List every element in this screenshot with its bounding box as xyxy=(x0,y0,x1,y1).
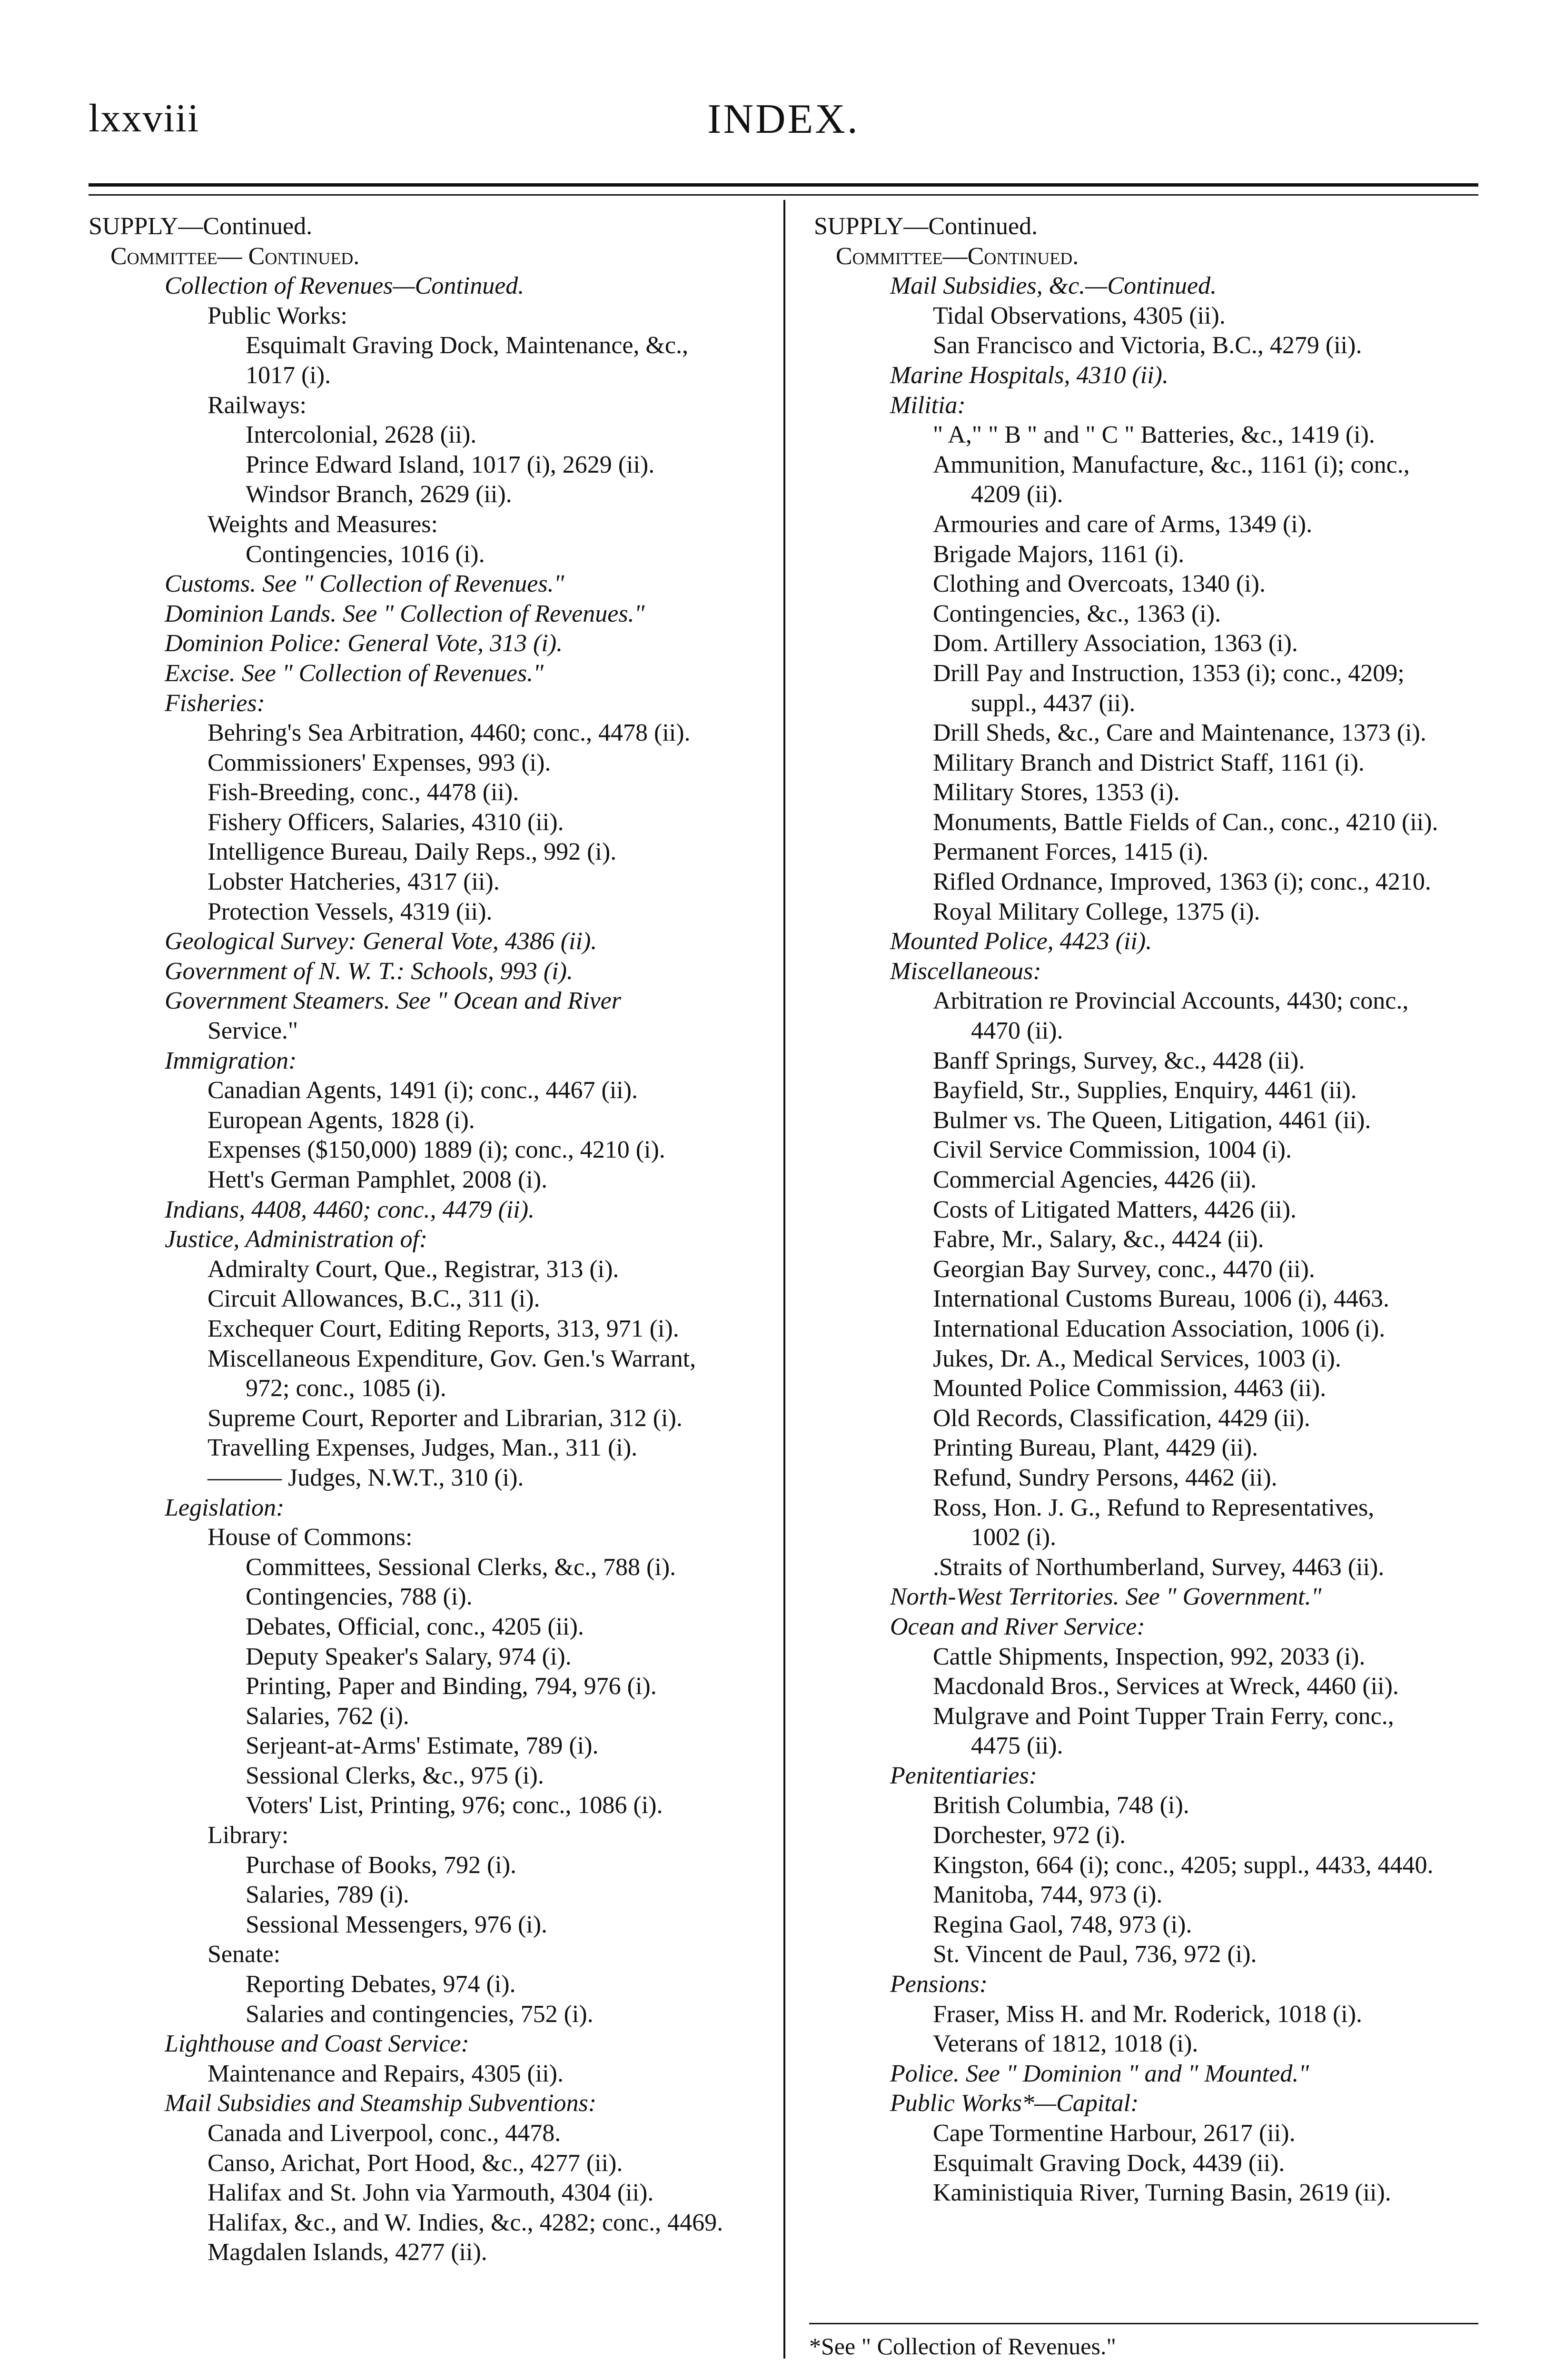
header-rule-thick xyxy=(89,183,1478,187)
index-entry xyxy=(814,510,1478,540)
index-entry xyxy=(814,1791,1478,1821)
index-entry-text: Armouries and care of Arms, 1349 (i). xyxy=(933,510,1313,538)
index-entry-text: Cape Tormentine Harbour, 2617 (ii). xyxy=(933,2120,1296,2147)
index-entry xyxy=(89,242,769,272)
index-entry-text: Magdalen Islands, 4277 (ii). xyxy=(208,2239,487,2266)
index-entry-text: Legislation: xyxy=(165,1494,285,1521)
index-entry-text: Fish-Breeding, conc., 4478 (ii). xyxy=(208,779,519,806)
index-entry xyxy=(814,808,1478,838)
index-entry xyxy=(814,1135,1478,1165)
index-entry-text: Tidal Observations, 4305 (ii). xyxy=(933,302,1226,329)
index-entry xyxy=(814,271,1478,301)
index-entry xyxy=(814,1761,1478,1791)
index-entry-text: Service." xyxy=(208,1017,298,1045)
index-entry-text: Fraser, Miss H. and Mr. Roderick, 1018 (i). xyxy=(933,2000,1363,2028)
index-entry-text: Indians, 4408, 4460; conc., 4479 (ii). xyxy=(165,1196,535,1223)
index-entry-text: Esquimalt Graving Dock, 4439 (ii). xyxy=(933,2149,1285,2177)
index-entry xyxy=(89,2238,769,2268)
index-entry-text: SUPPLY—Continued. xyxy=(814,213,1038,240)
index-entry xyxy=(89,212,769,242)
index-entry xyxy=(89,1940,769,1970)
index-entry-text: Salaries, 762 (i). xyxy=(246,1702,409,1730)
index-entry xyxy=(814,1016,1478,1046)
index-entry xyxy=(89,2208,769,2238)
index-entry xyxy=(89,1404,769,1434)
index-entry xyxy=(814,2089,1478,2119)
index-entry-text: Fabre, Mr., Salary, &c., 4424 (ii). xyxy=(933,1226,1264,1253)
index-entry-text: Monuments, Battle Fields of Can., conc., 4210 (ii). xyxy=(933,808,1438,836)
index-entry xyxy=(814,569,1478,599)
index-entry xyxy=(89,2059,769,2089)
index-entry-text: St. Vincent de Paul, 736, 972 (i). xyxy=(933,1941,1257,1968)
index-entry-text: Canada and Liverpool, conc., 4478. xyxy=(208,2120,561,2147)
index-entry-text: Purchase of Books, 792 (i). xyxy=(246,1851,517,1879)
index-entry xyxy=(814,1106,1478,1136)
index-entry xyxy=(89,2149,769,2179)
index-entry xyxy=(89,1135,769,1165)
index-entry xyxy=(814,2059,1478,2089)
index-entry xyxy=(89,1851,769,1881)
index-entry xyxy=(814,718,1478,748)
index-entry xyxy=(89,1582,769,1612)
index-entry-text: Penitentiaries: xyxy=(890,1762,1038,1789)
index-entry-text: Contingencies, 1016 (i). xyxy=(246,540,485,568)
index-entry-text: Mail Subsidies, &c.—Continued. xyxy=(890,272,1217,300)
index-entry-text: International Education Association, 1006 (i). xyxy=(933,1315,1386,1342)
index-entry-text: Civil Service Commission, 1004 (i). xyxy=(933,1136,1292,1164)
index-entry xyxy=(814,361,1478,391)
index-entry-text: " A," " B " and " C " Batteries, &c., 1419 (i). xyxy=(933,421,1375,449)
index-entry-text: Admiralty Court, Que., Registrar, 313 (i). xyxy=(208,1255,619,1283)
index-entry xyxy=(814,2149,1478,2179)
index-entry xyxy=(89,450,769,480)
index-entry xyxy=(89,1463,769,1493)
index-entry-text: Refund, Sundry Persons, 4462 (ii). xyxy=(933,1464,1277,1491)
index-entry xyxy=(814,2029,1478,2059)
index-entry xyxy=(814,867,1478,897)
header-rule-thin xyxy=(89,194,1478,196)
index-entry xyxy=(89,718,769,748)
index-entry-text: Behring's Sea Arbitration, 4460; conc., 4478 (ii). xyxy=(208,719,691,747)
index-entry xyxy=(89,2000,769,2030)
index-entry-text: Mulgrave and Point Tupper Train Ferry, conc., xyxy=(933,1702,1394,1730)
index-entry-text: Mounted Police, 4423 (ii). xyxy=(890,928,1152,955)
index-entry-text: Georgian Bay Survey, conc., 4470 (ii). xyxy=(933,1255,1315,1283)
index-entry-text: Mail Subsidies and Steamship Subventions: xyxy=(165,2090,597,2117)
index-entry-text: .Straits of Northumberland, Survey, 4463 (ii). xyxy=(933,1553,1385,1581)
index-entry-text: suppl., 4437 (ii). xyxy=(971,689,1136,717)
index-entry-text: Exchequer Court, Editing Reports, 313, 971 (i). xyxy=(208,1315,679,1342)
index-entry xyxy=(814,2178,1478,2208)
index-entry xyxy=(814,1046,1478,1076)
index-entry-text: Bulmer vs. The Queen, Litigation, 4461 (ii). xyxy=(933,1106,1371,1134)
index-entry xyxy=(814,1553,1478,1583)
index-entry xyxy=(89,599,769,629)
index-entry-text: Intelligence Bureau, Daily Reps., 992 (i). xyxy=(208,838,617,866)
index-entry-text: 4209 (ii). xyxy=(971,481,1063,508)
index-entry xyxy=(89,301,769,331)
index-entry-text: Prince Edward Island, 1017 (i), 2629 (ii). xyxy=(246,451,655,478)
index-entry-text: Commissioners' Expenses, 993 (i). xyxy=(208,749,551,776)
index-entry xyxy=(89,1672,769,1702)
index-entry-text: Military Branch and District Staff, 1161 (i). xyxy=(933,749,1365,776)
index-entry xyxy=(89,1493,769,1523)
index-entry-text: Public Works*—Capital: xyxy=(890,2090,1139,2117)
index-entry-text: Lighthouse and Coast Service: xyxy=(165,2030,469,2058)
index-entry-text: Halifax and St. John via Yarmouth, 4304 (ii). xyxy=(208,2179,654,2207)
index-entry xyxy=(814,2000,1478,2030)
index-entry xyxy=(814,1493,1478,1523)
index-entry-text: Fishery Officers, Salaries, 4310 (ii). xyxy=(208,808,564,836)
index-entry-text: Macdonald Bros., Services at Wreck, 4460 (ii). xyxy=(933,1673,1399,1700)
index-entry-text: Veterans of 1812, 1018 (i). xyxy=(933,2030,1198,2058)
index-entry-text: Dominion Police: General Vote, 313 (i). xyxy=(165,630,563,657)
index-entry xyxy=(89,540,769,570)
index-entry xyxy=(89,271,769,301)
index-entry-text: Rifled Ordnance, Improved, 1363 (i); conc., 4210. xyxy=(933,868,1431,896)
index-entry-text: Sessional Messengers, 976 (i). xyxy=(246,1911,548,1938)
index-entry-text: Permanent Forces, 1415 (i). xyxy=(933,838,1209,866)
index-entry xyxy=(89,837,769,867)
index-entry-text: Canadian Agents, 1491 (i); conc., 4467 (ii). xyxy=(208,1077,638,1104)
index-column-right xyxy=(814,212,1478,2208)
index-entry-text: Dom. Artillery Association, 1363 (i). xyxy=(933,630,1298,657)
index-entry xyxy=(89,391,769,421)
index-entry xyxy=(89,659,769,689)
column-divider xyxy=(783,200,785,2359)
index-entry-text: Salaries and contingencies, 752 (i). xyxy=(246,2000,594,2028)
index-entry-text: Justice, Administration of: xyxy=(165,1226,428,1253)
index-entry xyxy=(814,391,1478,421)
index-entry-text: Debates, Official, conc., 4205 (ii). xyxy=(246,1613,584,1640)
index-entry xyxy=(814,599,1478,629)
index-entry-text: Kaministiquia River, Turning Basin, 2619 (ii). xyxy=(933,2179,1391,2207)
index-entry-text: Old Records, Classification, 4429 (ii). xyxy=(933,1404,1310,1432)
index-entry xyxy=(814,659,1478,689)
index-entry-text: Marine Hospitals, 4310 (ii). xyxy=(890,361,1168,389)
index-entry-text: San Francisco and Victoria, B.C., 4279 (ii). xyxy=(933,332,1362,359)
index-entry-text: Immigration: xyxy=(165,1047,297,1074)
index-entry xyxy=(814,778,1478,808)
index-entry xyxy=(814,1582,1478,1612)
index-entry xyxy=(814,1165,1478,1195)
index-entry-text: Police. See " Dominion " and " Mounted." xyxy=(890,2060,1309,2087)
index-entry-text: 1002 (i). xyxy=(971,1524,1057,1551)
index-entry xyxy=(89,1165,769,1195)
index-entry-text: Government of N. W. T.: Schools, 993 (i). xyxy=(165,957,573,985)
index-entry-text: Library: xyxy=(208,1822,289,1849)
index-entry-text: Excise. See " Collection of Revenues." xyxy=(165,659,544,687)
index-entry-text: Ross, Hon. J. G., Refund to Representatives, xyxy=(933,1494,1375,1521)
index-entry-text: Dominion Lands. See " Collection of Revenues." xyxy=(165,600,645,627)
index-entry-text: Drill Sheds, &c., Care and Maintenance, 1373 (i). xyxy=(933,719,1426,747)
index-entry xyxy=(89,1076,769,1106)
index-entry xyxy=(89,1642,769,1672)
index-entry-text: Ocean and River Service: xyxy=(890,1613,1145,1640)
index-entry xyxy=(814,927,1478,957)
index-entry xyxy=(89,748,769,778)
index-entry xyxy=(814,1970,1478,2000)
index-entry xyxy=(814,986,1478,1016)
index-entry xyxy=(814,1940,1478,1970)
index-entry-text: Maintenance and Repairs, 4305 (ii). xyxy=(208,2060,564,2087)
index-entry xyxy=(814,331,1478,361)
index-entry xyxy=(89,1910,769,1940)
index-entry-text: Halifax, &c., and W. Indies, &c., 4282; conc., 4469. xyxy=(208,2209,723,2236)
index-entry-text: Lobster Hatcheries, 4317 (ii). xyxy=(208,868,500,896)
index-entry xyxy=(814,1433,1478,1463)
index-entry-text: International Customs Bureau, 1006 (i), 4463. xyxy=(933,1285,1389,1313)
index-entry-text: Intercolonial, 2628 (ii). xyxy=(246,421,477,449)
index-entry-text: 1017 (i). xyxy=(246,361,331,389)
index-entry xyxy=(814,1731,1478,1761)
index-entry-text: Committee—Continued. xyxy=(836,242,1079,270)
index-entry-text: Mounted Police Commission, 4463 (ii). xyxy=(933,1375,1326,1402)
index-entry-text: Esquimalt Graving Dock, Maintenance, &c., xyxy=(246,332,688,359)
index-entry xyxy=(814,301,1478,331)
index-entry xyxy=(89,420,769,450)
index-entry xyxy=(814,1523,1478,1553)
index-entry xyxy=(89,1433,769,1463)
index-entry-text: ——— Judges, N.W.T., 310 (i). xyxy=(208,1464,524,1491)
index-entry xyxy=(814,1702,1478,1732)
index-entry xyxy=(814,897,1478,927)
index-entry xyxy=(814,212,1478,242)
index-entry-text: Jukes, Dr. A., Medical Services, 1003 (i). xyxy=(933,1345,1341,1372)
index-entry xyxy=(814,1612,1478,1642)
index-entry-text: Government Steamers. See " Ocean and River xyxy=(165,987,621,1015)
index-entry-text: European Agents, 1828 (i). xyxy=(208,1106,475,1134)
index-entry-text: Deputy Speaker's Salary, 974 (i). xyxy=(246,1643,572,1670)
index-entry xyxy=(89,927,769,957)
index-entry xyxy=(89,1106,769,1136)
index-entry xyxy=(89,1791,769,1821)
index-entry xyxy=(814,242,1478,272)
index-entry-text: Circuit Allowances, B.C., 311 (i). xyxy=(208,1285,540,1313)
index-entry xyxy=(814,837,1478,867)
index-entry-text: Bayfield, Str., Supplies, Enquiry, 4461 (ii). xyxy=(933,1077,1357,1104)
index-entry xyxy=(814,689,1478,719)
index-entry-text: Contingencies, &c., 1363 (i). xyxy=(933,600,1221,627)
index-entry-text: Clothing and Overcoats, 1340 (i). xyxy=(933,570,1266,598)
index-entry-text: Senate: xyxy=(208,1941,281,1968)
index-column-left xyxy=(89,212,769,2268)
index-entry-text: Dorchester, 972 (i). xyxy=(933,1822,1126,1849)
index-entry xyxy=(89,480,769,510)
index-entry-text: Commercial Agencies, 4426 (ii). xyxy=(933,1166,1257,1193)
index-entry xyxy=(89,2178,769,2208)
index-entry xyxy=(89,867,769,897)
index-entry xyxy=(89,897,769,927)
index-entry xyxy=(814,1284,1478,1314)
index-entry xyxy=(89,2089,769,2119)
index-entry xyxy=(89,1225,769,1255)
index-entry-text: Voters' List, Printing, 976; conc., 1086 (i). xyxy=(246,1792,663,1819)
index-entry-text: Fisheries: xyxy=(165,689,265,717)
index-entry-text: Reporting Debates, 974 (i). xyxy=(246,1971,516,1998)
footnote: *See " Collection of Revenues." xyxy=(809,2333,1116,2360)
index-entry xyxy=(814,748,1478,778)
index-entry-text: Customs. See " Collection of Revenues." xyxy=(165,570,564,598)
index-entry xyxy=(89,2029,769,2059)
index-entry xyxy=(814,540,1478,570)
index-entry-text: Miscellaneous Expenditure, Gov. Gen.'s Warrant, xyxy=(208,1345,696,1372)
index-entry xyxy=(89,1702,769,1732)
index-entry xyxy=(89,1374,769,1404)
index-entry-text: Ammunition, Manufacture, &c., 1161 (i); conc., xyxy=(933,451,1410,478)
index-entry-text: British Columbia, 748 (i). xyxy=(933,1792,1189,1819)
index-entry-text: Arbitration re Provincial Accounts, 4430; conc., xyxy=(933,987,1409,1015)
index-entry xyxy=(89,1612,769,1642)
index-entry-text: Supreme Court, Reporter and Librarian, 312 (i). xyxy=(208,1404,683,1432)
index-entry xyxy=(814,1910,1478,1940)
index-entry xyxy=(89,1523,769,1553)
index-entry-text: Railways: xyxy=(208,391,307,419)
index-entry xyxy=(814,1076,1478,1106)
index-entry-text: 972; conc., 1085 (i). xyxy=(246,1375,446,1402)
index-entry xyxy=(814,1880,1478,1910)
index-entry xyxy=(89,2119,769,2149)
index-entry xyxy=(814,1225,1478,1255)
index-entry xyxy=(89,778,769,808)
index-entry xyxy=(814,450,1478,480)
index-entry xyxy=(89,1314,769,1344)
index-entry xyxy=(89,1046,769,1076)
index-entry xyxy=(89,1195,769,1225)
index-entry-text: Banff Springs, Survey, &c., 4428 (ii). xyxy=(933,1047,1305,1074)
index-entry xyxy=(89,1344,769,1374)
index-entry xyxy=(89,808,769,838)
index-entry xyxy=(814,629,1478,659)
index-entry-text: Militia: xyxy=(890,391,966,419)
index-entry xyxy=(89,569,769,599)
index-entry-text: Committees, Sessional Clerks, &c., 788 (i). xyxy=(246,1553,676,1581)
index-entry-text: House of Commons: xyxy=(208,1524,413,1551)
index-entry-text: Collection of Revenues—Continued. xyxy=(165,272,525,300)
index-entry-text: Serjeant-at-Arms' Estimate, 789 (i). xyxy=(246,1732,599,1760)
index-entry-text: 4475 (ii). xyxy=(971,1732,1063,1760)
index-entry-text: Manitoba, 744, 973 (i). xyxy=(933,1881,1163,1909)
index-entry xyxy=(814,1851,1478,1881)
index-entry-text: Expenses ($150,000) 1889 (i); conc., 4210 (i). xyxy=(208,1136,665,1164)
index-entry-text: Committee— Continued. xyxy=(110,242,360,270)
index-entry-text: Travelling Expenses, Judges, Man., 311 (i). xyxy=(208,1434,638,1462)
index-entry xyxy=(89,1880,769,1910)
index-entry-text: Costs of Litigated Matters, 4426 (ii). xyxy=(933,1196,1297,1223)
index-entry xyxy=(89,1016,769,1046)
index-entry-text: Printing Bureau, Plant, 4429 (ii). xyxy=(933,1434,1258,1462)
index-entry-text: Public Works: xyxy=(208,302,347,329)
index-entry-text: Military Stores, 1353 (i). xyxy=(933,779,1180,806)
index-entry-text: Salaries, 789 (i). xyxy=(246,1881,409,1909)
index-entry-text: Pensions: xyxy=(890,1971,988,1998)
index-entry-text: Regina Gaol, 748, 973 (i). xyxy=(933,1911,1192,1938)
index-entry xyxy=(89,1255,769,1285)
index-entry xyxy=(814,1374,1478,1404)
index-entry-text: Sessional Clerks, &c., 975 (i). xyxy=(246,1762,544,1789)
page-number: lxxviii xyxy=(89,96,200,140)
index-entry xyxy=(89,1553,769,1583)
index-entry xyxy=(814,1463,1478,1493)
index-entry-text: Drill Pay and Instruction, 1353 (i); conc., 4209; xyxy=(933,659,1405,687)
index-entry xyxy=(89,1821,769,1851)
index-entry xyxy=(814,1404,1478,1434)
index-entry-text: Windsor Branch, 2629 (ii). xyxy=(246,481,512,508)
index-entry xyxy=(89,510,769,540)
index-entry xyxy=(814,1672,1478,1702)
index-entry xyxy=(814,1255,1478,1285)
index-entry xyxy=(814,1821,1478,1851)
index-entry xyxy=(89,1731,769,1761)
index-entry xyxy=(814,1642,1478,1672)
index-entry-text: Hett's German Pamphlet, 2008 (i). xyxy=(208,1166,548,1193)
index-entry xyxy=(89,986,769,1016)
index-entry-text: Royal Military College, 1375 (i). xyxy=(933,898,1260,925)
index-entry xyxy=(89,1284,769,1314)
page-header xyxy=(89,95,1478,152)
index-entry-text: 4470 (ii). xyxy=(971,1017,1063,1045)
index-entry-text: Weights and Measures: xyxy=(208,510,438,538)
index-entry-text: Printing, Paper and Binding, 794, 976 (i). xyxy=(246,1673,657,1700)
index-entry xyxy=(89,629,769,659)
page-title: INDEX. xyxy=(707,96,860,142)
index-entry xyxy=(89,957,769,987)
index-entry-text: Cattle Shipments, Inspection, 992, 2033 (i). xyxy=(933,1643,1366,1670)
index-entry xyxy=(814,1314,1478,1344)
index-entry-text: Protection Vessels, 4319 (ii). xyxy=(208,898,493,925)
index-entry xyxy=(814,1195,1478,1225)
index-entry-text: SUPPLY—Continued. xyxy=(89,213,313,240)
index-entry xyxy=(89,1970,769,2000)
index-entry-text: Brigade Majors, 1161 (i). xyxy=(933,540,1185,568)
index-entry xyxy=(814,480,1478,510)
index-entry xyxy=(89,1761,769,1791)
index-entry-text: Canso, Arichat, Port Hood, &c., 4277 (ii). xyxy=(208,2149,623,2177)
footnote-rule xyxy=(809,2323,1478,2324)
index-entry-text: Kingston, 664 (i); conc., 4205; suppl., 4433, 4440. xyxy=(933,1851,1434,1879)
index-entry xyxy=(814,957,1478,987)
index-entry xyxy=(89,689,769,719)
index-entry-text: Contingencies, 788 (i). xyxy=(246,1583,473,1611)
index-entry-text: Miscellaneous: xyxy=(890,957,1041,985)
index-entry-text: Geological Survey: General Vote, 4386 (ii). xyxy=(165,928,597,955)
index-entry xyxy=(89,361,769,391)
index-entry xyxy=(814,1344,1478,1374)
index-entry xyxy=(814,2119,1478,2149)
index-entry-text: North-West Territories. See " Government." xyxy=(890,1583,1322,1611)
index-entry xyxy=(89,331,769,361)
index-entry xyxy=(814,420,1478,450)
